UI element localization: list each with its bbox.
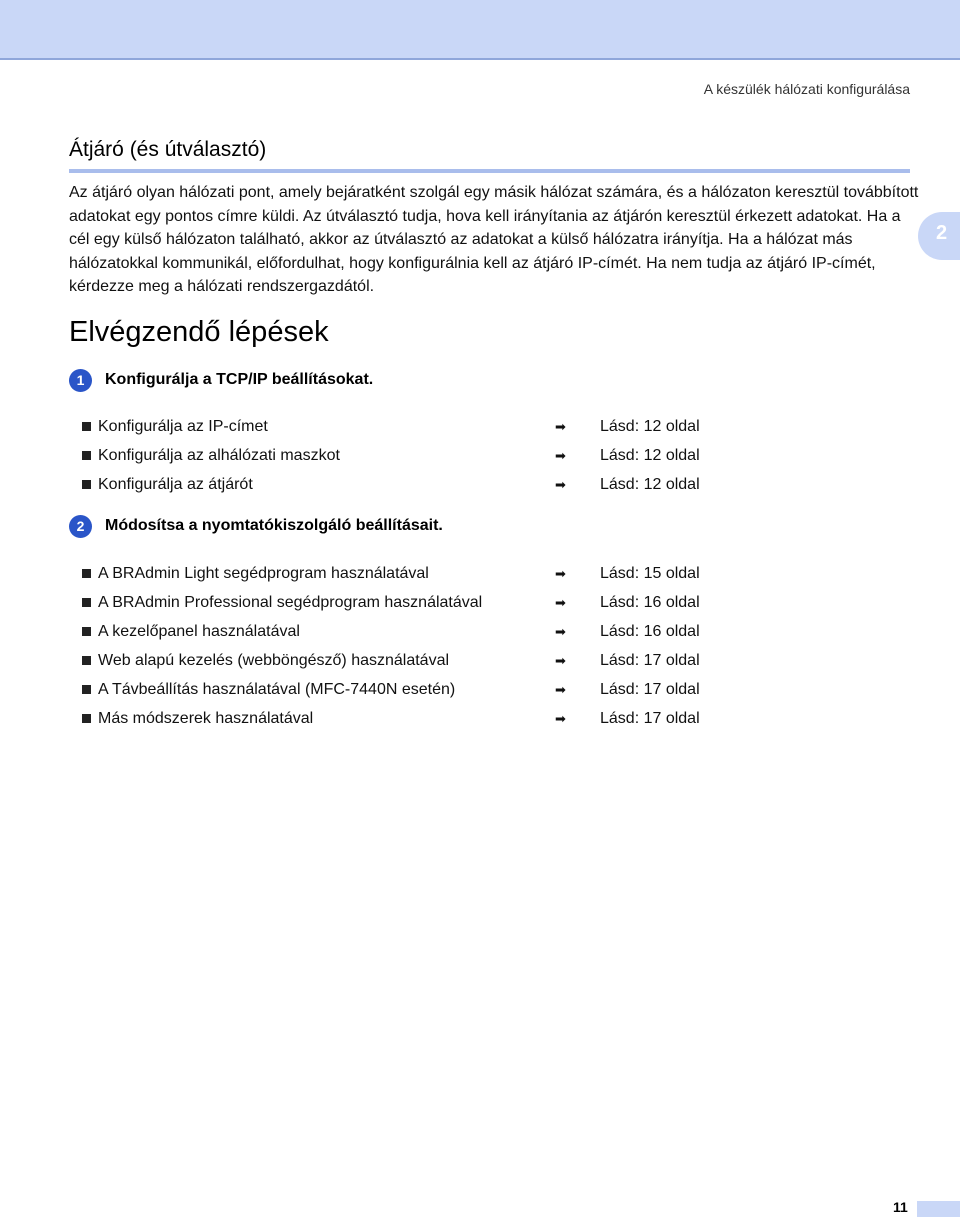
step-text: Módosítsa a nyomtatókiszolgáló beállításait. bbox=[105, 517, 443, 534]
arrow-right-icon: ➡ bbox=[555, 594, 566, 610]
page-reference-link[interactable]: Lásd: 12 oldal bbox=[600, 446, 700, 464]
step-text: Konfigurálja a TCP/IP beállításokat. bbox=[105, 371, 374, 388]
item-text: A kezelőpanel használatával bbox=[98, 622, 300, 640]
square-bullet-icon bbox=[82, 480, 91, 489]
step-1-items bbox=[82, 412, 762, 499]
page-reference-link[interactable]: Lásd: 16 oldal bbox=[600, 622, 700, 640]
arrow-right-icon: ➡ bbox=[555, 681, 566, 697]
page-reference-link[interactable]: Lásd: 17 oldal bbox=[600, 651, 700, 669]
item-text: Web alapú kezelés (webböngésző) használatával bbox=[98, 651, 450, 669]
list-item bbox=[82, 617, 762, 646]
step-1 bbox=[69, 367, 373, 393]
step-number-badge: 1 bbox=[69, 369, 92, 392]
list-item bbox=[82, 441, 762, 470]
page-reference-link[interactable]: Lásd: 16 oldal bbox=[600, 593, 700, 611]
list-item bbox=[82, 559, 762, 588]
chapter-number: 2 bbox=[936, 222, 948, 244]
square-bullet-icon bbox=[82, 656, 91, 665]
square-bullet-icon bbox=[82, 714, 91, 723]
step-2 bbox=[69, 513, 443, 539]
list-item bbox=[82, 675, 762, 704]
running-header: A készülék hálózati konfigurálása bbox=[703, 81, 910, 97]
arrow-right-icon: ➡ bbox=[555, 623, 566, 639]
list-item bbox=[82, 646, 762, 675]
page-reference-link[interactable]: Lásd: 15 oldal bbox=[600, 564, 700, 582]
item-text: Konfigurálja az átjárót bbox=[98, 475, 253, 493]
item-text: A Távbeállítás használatával (MFC-7440N esetén) bbox=[98, 680, 456, 698]
arrow-right-icon: ➡ bbox=[555, 565, 566, 581]
page-reference-link[interactable]: Lásd: 12 oldal bbox=[600, 417, 700, 435]
page-reference-link[interactable]: Lásd: 12 oldal bbox=[600, 475, 700, 493]
page-reference-link[interactable]: Lásd: 17 oldal bbox=[600, 680, 700, 698]
arrow-right-icon: ➡ bbox=[555, 418, 566, 434]
steps-heading: Elvégzendő lépések bbox=[69, 316, 329, 348]
list-item bbox=[82, 412, 762, 441]
page-tab bbox=[917, 1201, 960, 1217]
item-text: Konfigurálja az IP-címet bbox=[98, 417, 268, 435]
square-bullet-icon bbox=[82, 451, 91, 460]
step-number-badge: 2 bbox=[69, 515, 92, 538]
square-bullet-icon bbox=[82, 422, 91, 431]
square-bullet-icon bbox=[82, 685, 91, 694]
body-paragraph: Az átjáró olyan hálózati pont, amely bejáratként szolgál egy másik hálózat számára, és a hálózaton keresztül továbbított adatokat egy pontos címre küldi. Az útválasztó tudja, hova kell irányítania az átjárón keresztül érkezett adatokat. Ha a cél egy külső hálózaton található, akkor az útválasztó az adatokat a külső hálózatra irányítja. Ha a hálózat más hálózatokkal kommunikál, előfordulhat, hogy konfigurálnia kell az átjáró IP-címét. Ha nem tudja az átjáró IP-címét, kérdezze meg a hálózati rendszergazdától. bbox=[69, 184, 919, 296]
item-text: Más módszerek használatával bbox=[98, 709, 314, 727]
square-bullet-icon bbox=[82, 627, 91, 636]
title-rule bbox=[69, 169, 910, 173]
top-header-band bbox=[0, 0, 960, 60]
item-text: A BRAdmin Light segédprogram használatával bbox=[98, 564, 429, 582]
arrow-right-icon: ➡ bbox=[555, 652, 566, 668]
page-reference-link[interactable]: Lásd: 17 oldal bbox=[600, 709, 700, 727]
item-text: Konfigurálja az alhálózati maszkot bbox=[98, 446, 340, 464]
list-item bbox=[82, 704, 762, 733]
step-2-items bbox=[82, 559, 762, 733]
arrow-right-icon: ➡ bbox=[555, 476, 566, 492]
item-text: A BRAdmin Professional segédprogram használatával bbox=[98, 593, 483, 611]
list-item bbox=[82, 470, 762, 499]
arrow-right-icon: ➡ bbox=[555, 710, 566, 726]
list-item bbox=[82, 588, 762, 617]
page-number: 11 bbox=[893, 1199, 908, 1215]
section-title: Átjáró (és útválasztó) bbox=[69, 138, 267, 161]
square-bullet-icon bbox=[82, 598, 91, 607]
square-bullet-icon bbox=[82, 569, 91, 578]
arrow-right-icon: ➡ bbox=[555, 447, 566, 463]
